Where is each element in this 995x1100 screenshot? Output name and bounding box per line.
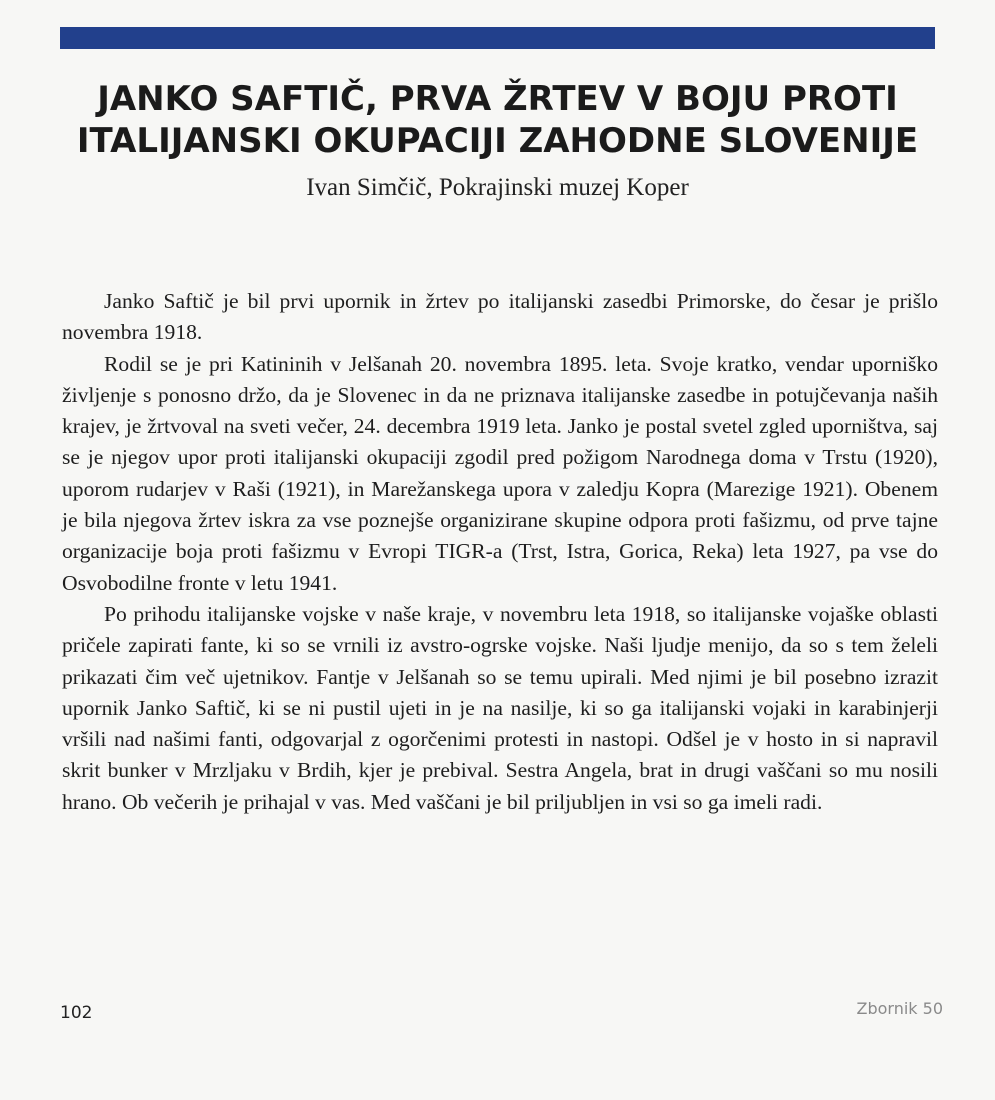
paragraph: Rodil se je pri Katininih v Jelšanah 20. novembra 1895. leta. Svoje kratko, vendar uporniško življenje s ponosno držo, da je Slovenec in da ne priznava italijanske zasedbe in potujčevanja naših krajev, je žrtvoval na sveti večer, 24. decembra 1919 leta. Janko je postal svetel zgled uporništva, saj se je njegov upor proti italijanski okupaciji zgodil pred požigom Narodnega doma v Trstu (1920), uporom rudarjev v Raši (1921), in Marežanskega upora v zaledju Kopra (Marezige 1921). Obenem je bila njegova žrtev iskra za vse poznejše organizirane skupine odpora proti fašizmu, od prve tajne organizacije boja proti fašizmu v Evropi TIGR-a (Trst, Istra, Gorica, Reka) leta 1927, pa vse do Osvobodilne fronte v letu 1941. [62, 351, 938, 595]
paragraph: Janko Saftič je bil prvi upornik in žrtev po italijanski zasedbi Primorske, do česar je prišlo novembra 1918. [62, 289, 938, 345]
page-number: 102 [60, 1003, 93, 1023]
title-line-2: ITALIJANSKI OKUPACIJI ZAHODNE SLOVENIJE [76, 121, 919, 161]
article-title [40, 78, 955, 162]
title-line-1: JANKO SAFTIČ, PRVA ŽRTEV V BOJU PROTI [97, 79, 898, 119]
paragraph: Po prihodu italijanske vojske v naše kraje, v novembru leta 1918, so italijanske vojaške oblasti pričele zapirati fante, ki so se vrnili iz avstro-ogrske vojske. Naši ljudje menijo, da so s tem želeli prikazati čim več ujetnikov. Fantje v Jelšanah so se temu upirali. Med njimi je bil posebno izrazit upornik Janko Saftič, ki se ni pustil ujeti in je na nasilje, ki so ga italijanski vojaki in karabinjerji vršili nad našimi fanti, odgovarjal z ogorčenimi protesti in nastopi. Odšel je v hosto in si napravil skrit bunker v Mrzljaku v Brdih, kjer je prebival. Sestra Angela, brat in drugi vaščani so mu nosili hrano. Ob večerih je prihajal v vas. Med vaščani je bil priljubljen in vsi so ga imeli radi. [62, 601, 938, 814]
header-bar [60, 27, 935, 49]
journal-name: Zbornik 50 [856, 999, 943, 1018]
author-byline: Ivan Simčič, Pokrajinski muzej Koper [306, 174, 689, 201]
article-body [62, 286, 938, 818]
